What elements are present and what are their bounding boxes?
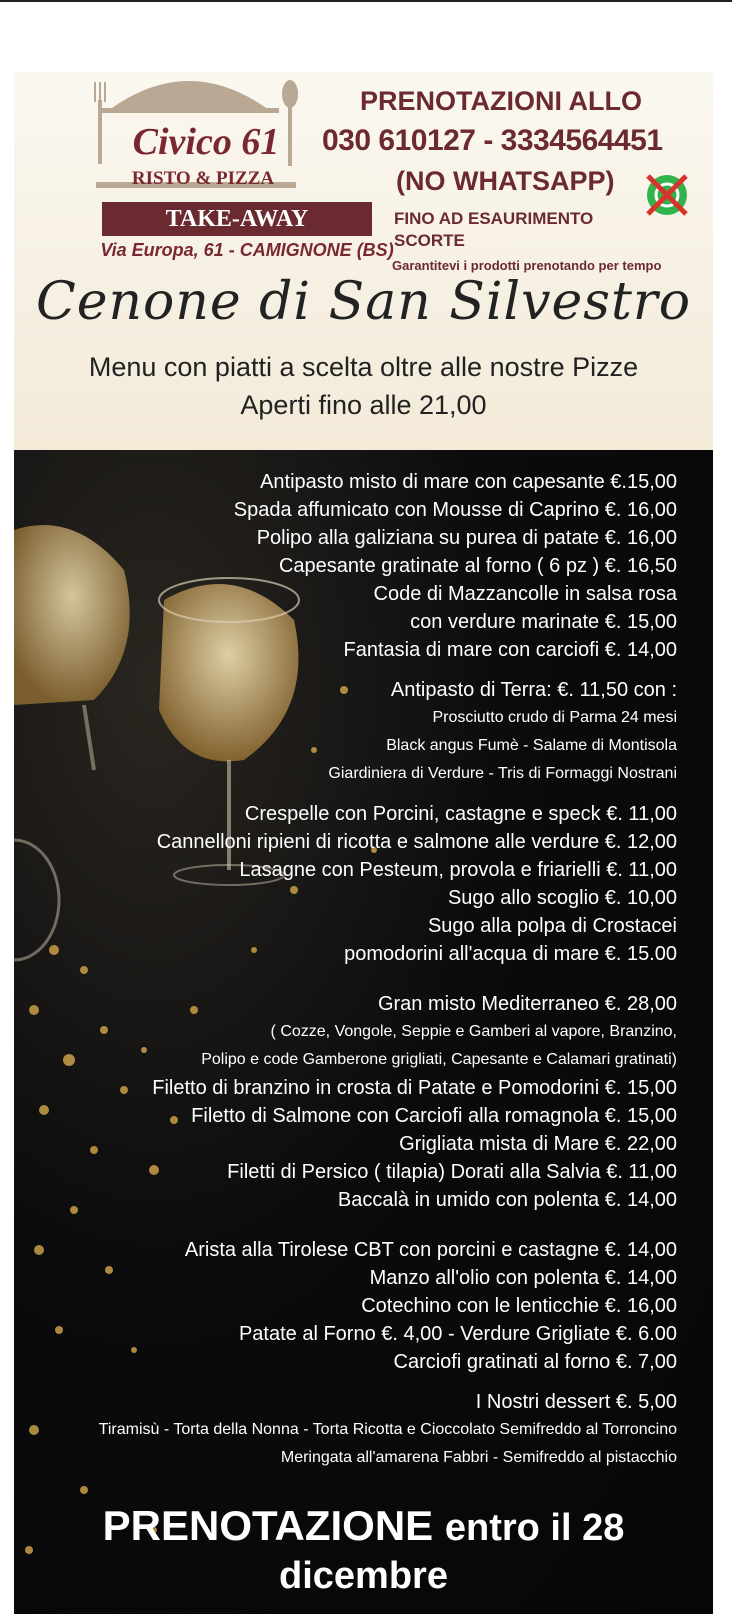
brand-name: Civico 61 — [132, 121, 280, 163]
menu-item: Black angus Fumè - Salame di Montisola — [386, 737, 677, 754]
menu-item: I Nostri dessert €. 5,00 — [475, 1391, 677, 1413]
guarantee-note: Garantitevi i prodotti prenotando per tempo — [392, 258, 662, 273]
booking-deadline-date: entro il 28 dicembre — [279, 1507, 625, 1597]
takeaway-badge: TAKE-AWAY — [102, 202, 372, 236]
logo — [54, 72, 394, 272]
menu-item: Giardiniera di Verdure - Tris di Formaggi Nostrani — [328, 765, 677, 782]
brand-subtitle: RISTO & PIZZA — [131, 168, 275, 189]
menu-item: Filetto di Salmone con Carciofi alla romagnola €. 15,00 — [191, 1105, 677, 1127]
menu-item: Arista alla Tirolese CBT con porcini e castagne €. 14,00 — [184, 1239, 677, 1261]
menu-subtitle: Menu con piatti a scelta oltre alle nostre Pizze — [88, 352, 639, 382]
menu-item: Antipasto misto di mare con capesante €.15,00 — [260, 471, 677, 493]
menu-item: Polipo e code Gamberone grigliati, Capesante e Calamari gratinati) — [201, 1051, 677, 1068]
address: Via Europa, 61 - CAMIGNONE (BS) — [100, 240, 394, 260]
menu-item: Meringata all'amarena Fabbri - Semifreddo al pistacchio — [280, 1449, 677, 1466]
booking-deadline-word: PRENOTAZIONE — [102, 1502, 434, 1549]
menu-item: ( Cozze, Vongole, Seppie e Gamberi al vapore, Branzino, — [270, 1023, 677, 1040]
page-title: Cenone di San Silvestro — [35, 272, 692, 332]
menu-item: Manzo all'olio con polenta €. 14,00 — [369, 1267, 677, 1289]
menu-item: pomodorini all'acqua di mare €. 15.00 — [344, 943, 677, 965]
whatsapp-crossed-icon — [642, 170, 692, 220]
menu-item: Gran misto Mediterraneo €. 28,00 — [377, 993, 677, 1015]
menu-item: Prosciutto crudo di Parma 24 mesi — [432, 709, 677, 726]
menu-item: Lasagne con Pesteum, provola e friarielli €. 11,00 — [239, 859, 677, 881]
menu-item: Crespelle con Porcini, castagne e speck €. 11,00 — [244, 803, 677, 825]
no-whatsapp-note: (NO WHATSAPP) — [396, 166, 615, 196]
menu-item: Sugo allo scoglio €. 10,00 — [447, 887, 677, 909]
menu-panel — [14, 450, 713, 1614]
opening-hours: Aperti fino alle 21,00 — [240, 390, 487, 420]
phone-numbers[interactable]: 030 610127 - 3334564451 — [322, 124, 663, 157]
booking-deadline — [14, 1502, 713, 1598]
menu-item: Antipasto di Terra: €. 11,50 con : — [390, 679, 677, 701]
menu-item: Code di Mazzancolle in salsa rosa — [373, 583, 677, 605]
menu-item: Tiramisù - Torta della Nonna - Torta Ricotta e Cioccolato Semifreddo al Torroncino — [98, 1421, 677, 1438]
menu-poster — [14, 72, 713, 1614]
menu-list — [17, 468, 677, 1472]
menu-item: Polipo alla galiziana su purea di patate €. 16,00 — [256, 527, 677, 549]
menu-item: Capesante gratinate al forno ( 6 pz ) €. 16,50 — [278, 555, 677, 577]
menu-item: Cannelloni ripieni di ricotta e salmone alle verdure €. 12,00 — [156, 831, 677, 853]
poster-header — [14, 72, 713, 450]
menu-item: con verdure marinate €. 15,00 — [410, 611, 677, 633]
menu-item: Filetto di branzino in crosta di Patate e Pomodorini €. 15,00 — [152, 1077, 677, 1099]
menu-item: Grigliata mista di Mare €. 22,00 — [399, 1133, 677, 1155]
menu-item: Spada affumicato con Mousse di Caprino €. 16,00 — [233, 499, 677, 521]
menu-item: Carciofi gratinati al forno €. 7,00 — [393, 1351, 677, 1373]
menu-item: Filetti di Persico ( tilapia) Dorati alla Salvia €. 11,00 — [227, 1161, 677, 1183]
menu-item: Baccalà in umido con polenta €. 14,00 — [337, 1189, 677, 1211]
menu-item: Sugo alla polpa di Crostacei — [427, 915, 677, 937]
stock-note: FINO AD ESAURIMENTO SCORTE — [394, 209, 594, 250]
top-border — [0, 0, 732, 2]
booking-heading: PRENOTAZIONI ALLO — [360, 86, 642, 116]
menu-item: Patate al Forno €. 4,00 - Verdure Grigliate €. 6.00 — [238, 1323, 677, 1345]
menu-item: Cotechino con le lenticchie €. 16,00 — [361, 1295, 677, 1317]
menu-item: Fantasia di mare con carciofi €. 14,00 — [343, 639, 677, 661]
